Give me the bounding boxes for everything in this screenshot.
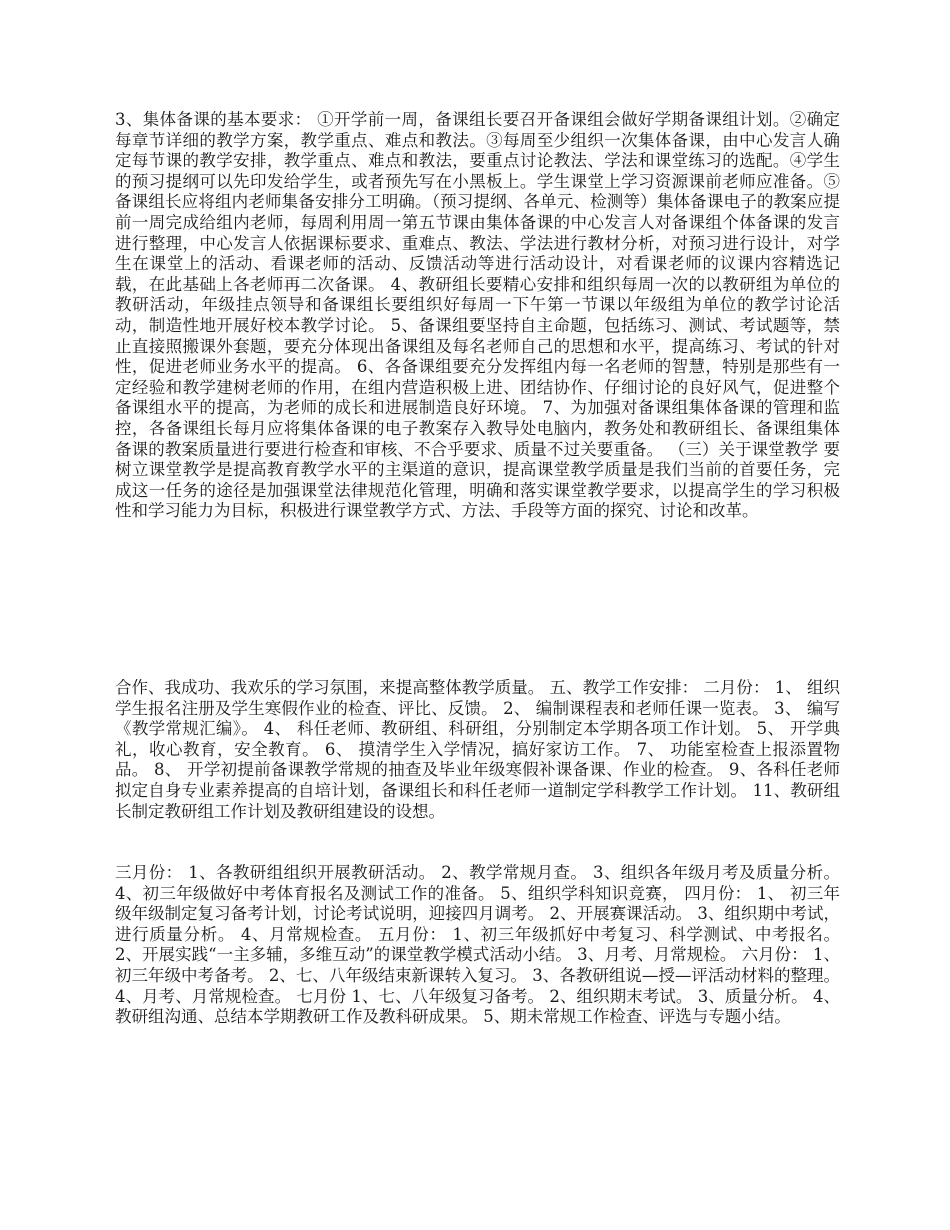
paragraph-monthly-plan: 三月份： 1、各教研组组织开展教研活动。 2、教学常规月查。 3、组织各年级月考及质量分析。 4、初三年级做好中考体育报名及测试工作的准备。 5、组织学科知识竞赛， 四月份： 1、 初三年级年级制定复习备考计划，讨论考试说明，迎接四月调考。 2、开展赛课活动。 3、组织期中考试，进行质量分析。 4、月常规检查。 五月份： 1、初三年级抓好中考复习、科学测试、中考报名。 2、开展实践“一主多辅，多维互动”的课堂教学模式活动小结。 3、月考、月常规检。 六月份： 1、 初三年级中考备考。 2、七、八年级结束新课转入复习。 3、各教研组说—授—评活动材料的整理。 4、月考、月常规检查。 七月份 1、七、八年级复习备考。 2、组织期末考试。 3、质量分析。 4、教研组沟通、总结本学期教研工作及教科研成果。 5、期未常规工作检查、评选与专题小结。 xyxy=(115,863,840,1027)
paragraph-collective-lesson-prep: 3、集体备课的基本要求： ①开学前一周，备课组长要召开备课组会做好学期备课组计划。②确定每章节详细的教学方案，教学重点、难点和教法。③每周至少组织一次集体备课，由中心发言人确定每节课的教学安排，教学重点、难点和教法，要重点讨论教法、学法和课堂练习的选配。④学生的预习提纲可以先印发给学生，或者预先写在小黑板上。学生课堂上学习资源课前老师应准备。⑤备课组长应将组内老师集备安排分工明确。（预习提纲、各单元、检测等）集体备课电子的教案应提前一周完成给组内老师，每周利用周一第五节课由集体备课的中心发言人对备课组个体备课的发言进行整理，中心发言人依据课标要求、重难点、教法、学法进行教材分析，对预习进行设计，对学生在课堂上的活动、看课老师的活动、反馈活动等进行活动设计，对看课老师的议课内容精选记载，在此基础上各老师再二次备课。 4、教研组长要精心安排和组织每周一次的以教研组为单位的教研活动，年级挂点领导和备课组长要组织好每周一下午第一节课以年级组为单位的教学讨论活动，制造性地开展好校本教学讨论。 5、备课组要坚持自主命题，包括练习、测试、考试题等，禁止直接照搬课外套题，要充分体现出备课组及每名老师自己的思想和水平，提高练习、考试的针对性，促进老师业务水平的提高。 6、各备课组要充分发挥组内每一名老师的智慧，特别是那些有一定经验和教学建树老师的作用，在组内营造积极上进、团结协作、仔细讨论的良好风气，促进整个备课组水平的提高，为老师的成长和进展制造良好环境。 7、为加强对备课组集体备课的管理和监控，各备课组长每月应将集体备课的电子教案存入教导处电脑内，教务处和教研组长、备课组集体备课的教案质量进行要进行检查和审核、不合乎要求、质量不过关要重备。 （三）关于课堂教学 要树立课堂教学是提高教育教学水平的主渠道的意识，提高课堂教学质量是我们当前的首要任务，完成这一任务的途径是加强课堂法律规范化管理，明确和落实课堂教学要求，以提高学生的学习积极性和学习能力为目标，积极进行课堂教学方式、方法、手段等方面的探究、讨论和改革。 xyxy=(115,110,840,521)
paragraph-teaching-schedule: 合作、我成功、我欢乐的学习氛围，来提高整体教学质量。 五、教学工作安排： 二月份： 1、 组织学生报名注册及学生寒假作业的检查、评比、反馈。 2、 编制课程表和老师任课一览表。 3、 编写《教学常规汇编》。 4、 科任老师、教研组、科研组，分别制定本学期各项工作计划。 5、 开学典礼，收心教育，安全教育。 6、 摸清学生入学情况，搞好家访工作。 7、 功能室检查上报添置物品。 8、 开学初提前备课教学常规的抽查及毕业年级寒假补课备课、作业的检查。 9、各科任老师拟定自身专业素养提高的自培计划，备课组长和科任老师一道制定学科教学工作计划。 11、教研组长制定教研组工作计划及教研组建设的设想。 xyxy=(115,678,840,821)
